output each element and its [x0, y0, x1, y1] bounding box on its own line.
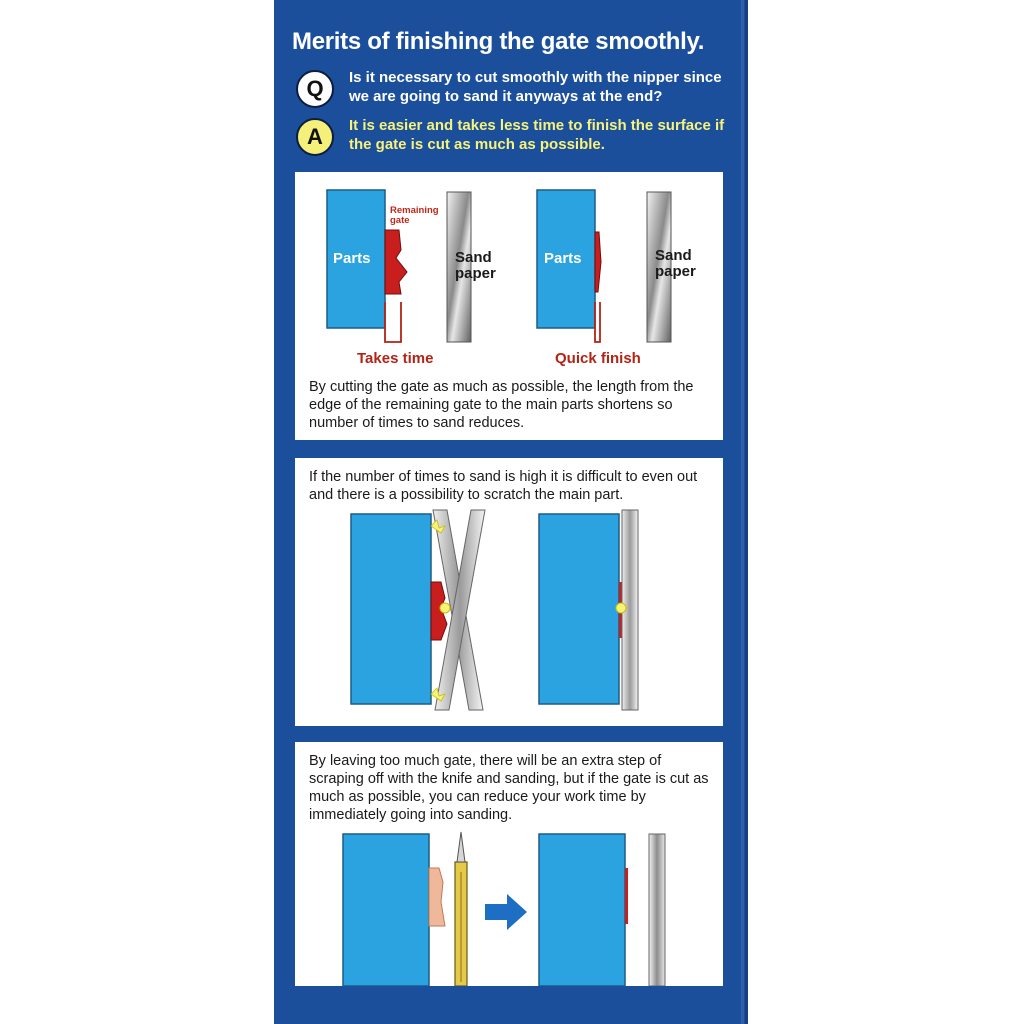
part-block-left	[343, 834, 429, 986]
question-badge-icon: Q	[296, 70, 334, 108]
page-margin-right	[748, 0, 1024, 1024]
panel-caption: By leaving too much gate, there will be an extra step of scraping off with the knife and sanding, but if the gate is cut as much as possible, you can reduce your work time by immediately going into sanding.	[309, 753, 709, 823]
parts-label: Parts	[333, 250, 371, 267]
card-edge	[741, 0, 744, 1024]
part-block-right	[539, 514, 619, 704]
comparison-panel	[295, 172, 723, 440]
answer-badge-icon: A	[296, 118, 334, 156]
remaining-gate-label: Remaining gate	[390, 205, 439, 226]
right-arrow-icon	[485, 894, 527, 930]
sandpaper-label: Sand	[655, 247, 692, 264]
remaining-gate-left	[429, 868, 445, 926]
scratch-risk-panel	[295, 458, 723, 726]
knife-blade	[457, 832, 465, 862]
panel-caption: By cutting the gate as much as possible, the length from the edge of the remaining gate to the main parts shortens so number of times to sand reduces.	[309, 379, 694, 431]
contact-point-icon	[440, 603, 450, 613]
sandpaper-label: Sand	[455, 249, 492, 266]
remaining-gate-right	[595, 232, 601, 292]
question-text: Is it necessary to cut smoothly with the nipper since we are going to sand it anyways at the end?	[349, 69, 722, 105]
panel-caption: If the number of times to sand is high it is difficult to even out and there is a possibility to scratch the main part.	[309, 469, 698, 503]
page-title: Merits of finishing the gate smoothly.	[292, 28, 705, 55]
sandpaper-icon	[649, 834, 665, 986]
quick-finish-label: Quick finish	[555, 350, 641, 367]
page-margin-left	[0, 0, 274, 1024]
sandpaper-label: paper	[655, 263, 696, 280]
takes-time-label: Takes time	[357, 350, 434, 367]
answer-text: It is easier and takes less time to finish the surface if the gate is cut as much as possible.	[349, 117, 725, 153]
remaining-gate-left	[385, 230, 407, 294]
part-block-left	[351, 514, 431, 704]
part-block-right	[539, 834, 625, 986]
remaining-gate-right	[625, 868, 628, 924]
knife-vs-sanding-panel	[295, 742, 723, 986]
contact-point-icon	[616, 603, 626, 613]
parts-label: Parts	[544, 250, 582, 267]
sandpaper-label: paper	[455, 265, 496, 282]
